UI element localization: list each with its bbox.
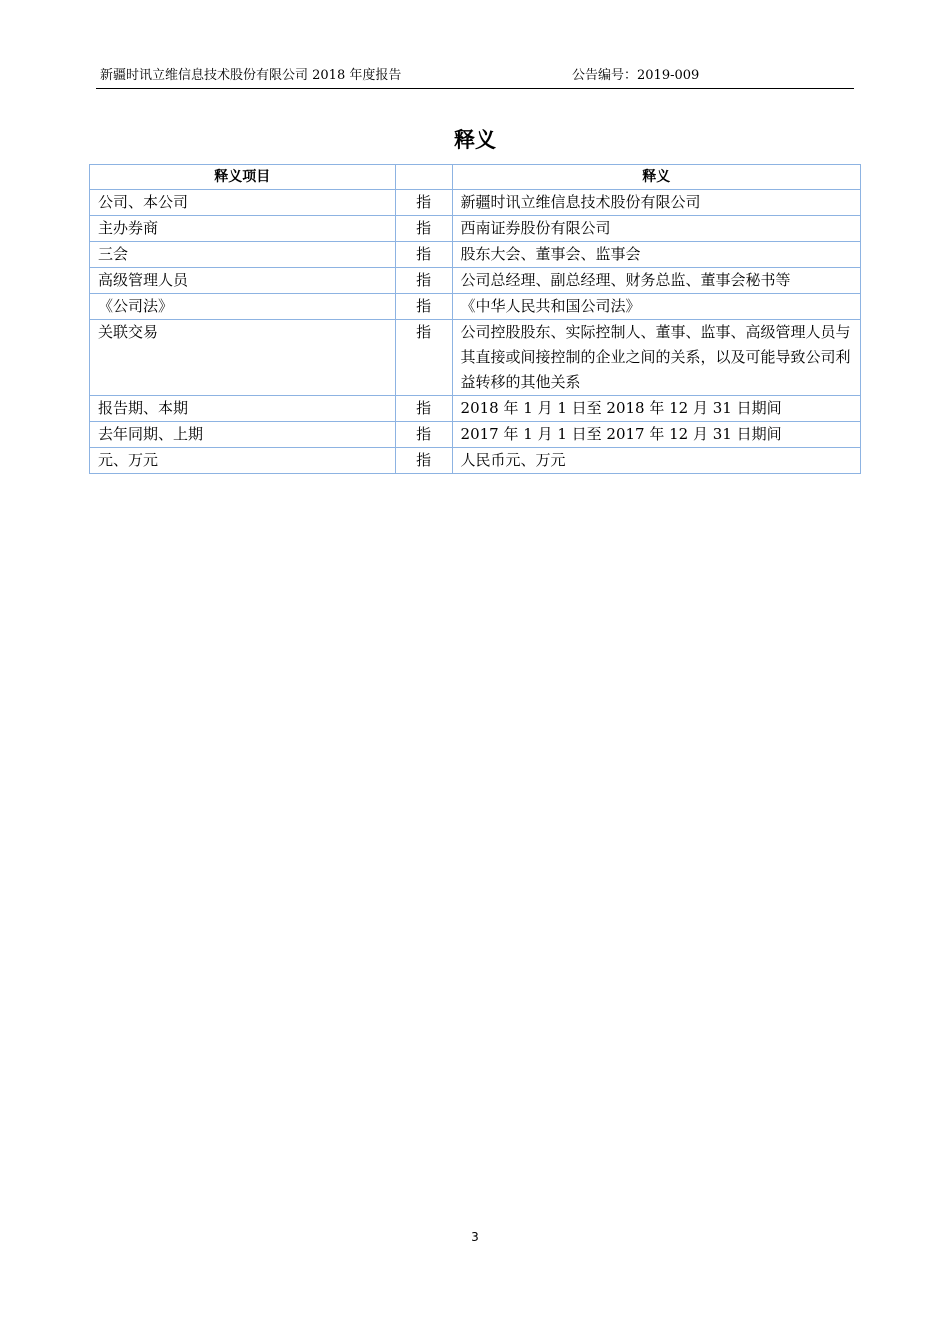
definition-cell: 西南证券股份有限公司 <box>452 216 860 242</box>
term-cell: 三会 <box>90 242 396 268</box>
table-row <box>90 422 861 448</box>
table-row <box>90 190 861 216</box>
term-cell: 主办券商 <box>90 216 396 242</box>
header-term: 释义项目 <box>90 165 396 190</box>
definition-cell: 公司控股股东、实际控制人、董事、监事、高级管理人员与其直接或间接控制的企业之间的关系，以及可能导致公司利益转移的其他关系 <box>452 320 860 396</box>
zhi-cell: 指 <box>395 448 452 474</box>
table-row <box>90 320 861 396</box>
term-cell: 关联交易 <box>90 320 396 396</box>
term-cell: 公司、本公司 <box>90 190 396 216</box>
zhi-cell: 指 <box>395 216 452 242</box>
definition-cell: 2017 年 1 月 1 日至 2017 年 12 月 31 日期间 <box>452 422 860 448</box>
term-cell: 元、万元 <box>90 448 396 474</box>
term-cell: 高级管理人员 <box>90 268 396 294</box>
zhi-cell: 指 <box>395 294 452 320</box>
zhi-cell: 指 <box>395 242 452 268</box>
zhi-cell: 指 <box>395 396 452 422</box>
header-blank <box>395 165 452 190</box>
table-row <box>90 268 861 294</box>
header-report-title: 新疆时讯立维信息技术股份有限公司 2018 年度报告 <box>100 68 402 83</box>
term-cell: 《公司法》 <box>90 294 396 320</box>
header-announcement-number: 公告编号：2019-009 <box>572 68 700 83</box>
definition-cell: 人民币元、万元 <box>452 448 860 474</box>
term-cell: 报告期、本期 <box>90 396 396 422</box>
definition-cell: 公司总经理、副总经理、财务总监、董事会秘书等 <box>452 268 860 294</box>
definitions-table <box>89 164 861 474</box>
table-row <box>90 396 861 422</box>
zhi-cell: 指 <box>395 422 452 448</box>
header-definition: 释义 <box>452 165 860 190</box>
term-cell: 去年同期、上期 <box>90 422 396 448</box>
zhi-cell: 指 <box>395 320 452 396</box>
definition-cell: 《中华人民共和国公司法》 <box>452 294 860 320</box>
definition-cell: 新疆时讯立维信息技术股份有限公司 <box>452 190 860 216</box>
table-header-row <box>90 165 861 190</box>
table-row <box>90 216 861 242</box>
table-row <box>90 242 861 268</box>
page-header <box>96 66 854 89</box>
zhi-cell: 指 <box>395 268 452 294</box>
definition-cell: 2018 年 1 月 1 日至 2018 年 12 月 31 日期间 <box>452 396 860 422</box>
table-row <box>90 448 861 474</box>
definition-cell: 股东大会、董事会、监事会 <box>452 242 860 268</box>
table-row <box>90 294 861 320</box>
zhi-cell: 指 <box>395 190 452 216</box>
page-number: 3 <box>471 1230 479 1244</box>
page-title: 释义 <box>454 128 496 152</box>
